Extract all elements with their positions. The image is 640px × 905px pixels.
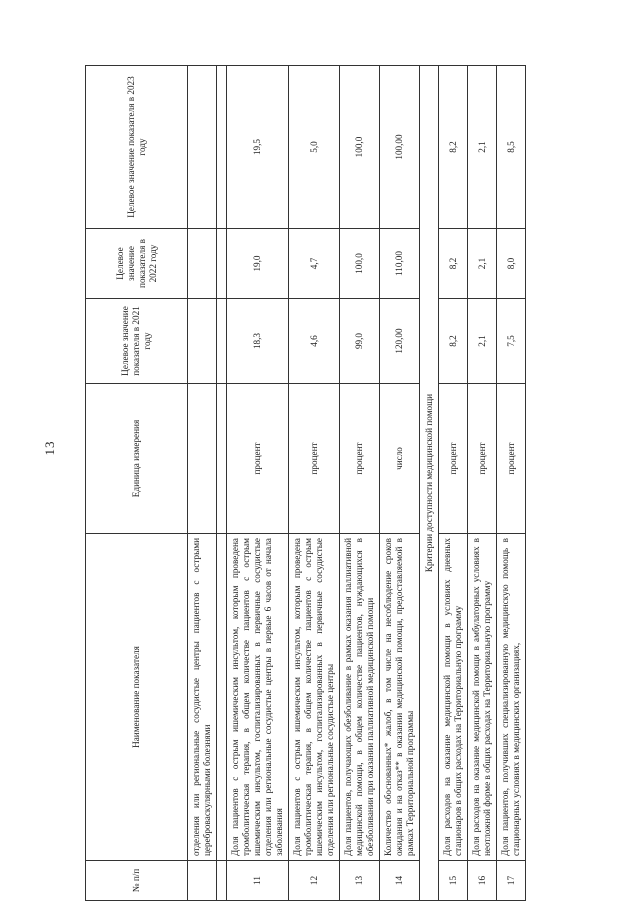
table-row bbox=[340, 66, 380, 901]
row-unit: процент bbox=[439, 384, 468, 534]
table-row bbox=[227, 66, 289, 901]
row-name: Доля пациентов с острым ишемическим инсультом, которым проведена тромболитическая терапия, в общем количестве пациентов с острым ишемическим инсультом, госпитализированных в первичные сосудистые отделения или региональные сосудистые центры в первые 6 часов от начала заболевания bbox=[227, 534, 289, 861]
header-row bbox=[86, 66, 188, 901]
row-value-2022: 2,1 bbox=[468, 229, 497, 299]
table-row bbox=[497, 66, 526, 901]
row-value-2022: 8,0 bbox=[497, 229, 526, 299]
indicators-table bbox=[85, 65, 526, 901]
header-target-2021: Целевое значение показателя в 2021 году bbox=[86, 299, 188, 384]
row-value-2023: 8,2 bbox=[439, 66, 468, 229]
separator-row bbox=[217, 66, 227, 901]
row-value-2023: 100,0 bbox=[340, 66, 380, 229]
row-value-2022: 110,00 bbox=[380, 229, 420, 299]
continued-text: отделения или региональные сосудистые центры пациентов с острыми цереброваскулярными болезнями bbox=[188, 534, 217, 861]
row-value-2023: 100,00 bbox=[380, 66, 420, 229]
row-value-2021: 99,0 bbox=[340, 299, 380, 384]
row-value-2021: 2,1 bbox=[468, 299, 497, 384]
row-name: Доля пациентов, получающих обезболивание в рамках оказания паллиативной медицинской помощи, в общем количестве пациентов, нуждающихся в обезболивании при оказании паллиативной медицинской помощи bbox=[340, 534, 380, 861]
table-row-continued bbox=[188, 66, 217, 901]
row-value-2021: 120,00 bbox=[380, 299, 420, 384]
row-unit: процент bbox=[227, 384, 289, 534]
rotated-table-container bbox=[85, 66, 612, 901]
row-name: Доля расходов на оказание медицинской помощи в амбулаторных условиях в неотложной форме в общих расходах на Территориальную программу bbox=[468, 534, 497, 861]
section-row bbox=[420, 66, 439, 901]
row-value-2021: 7,5 bbox=[497, 299, 526, 384]
row-value-2023: 19,5 bbox=[227, 66, 289, 229]
table-row bbox=[439, 66, 468, 901]
row-unit: процент bbox=[468, 384, 497, 534]
row-unit: процент bbox=[497, 384, 526, 534]
row-name: Доля пациентов с острым ишемическим инсультом, которым проведена тромболитическая терапия, в общем количестве пациентов с острым ишемическим инсультом, госпитализированных в первичные сосудистые отделения или региональные сосудистые центры bbox=[289, 534, 340, 861]
header-name: Наименование показателя bbox=[86, 534, 188, 861]
table-row bbox=[380, 66, 420, 901]
header-target-2023: Целевое значение показателя в 2023 году bbox=[86, 66, 188, 229]
row-value-2022: 100,0 bbox=[340, 229, 380, 299]
row-unit: число bbox=[380, 384, 420, 534]
table-row bbox=[289, 66, 340, 901]
header-num: № п/п bbox=[86, 861, 188, 901]
row-value-2023: 8,5 bbox=[497, 66, 526, 229]
row-value-2021: 4,6 bbox=[289, 299, 340, 384]
header-target-2022: Целевое значение показателя в 2022 году bbox=[86, 229, 188, 299]
row-value-2022: 19,0 bbox=[227, 229, 289, 299]
row-num: 17 bbox=[497, 861, 526, 901]
row-value-2021: 8,2 bbox=[439, 299, 468, 384]
row-name: Количество обоснованных* жалоб, в том числе на несоблюдение сроков ожидания и на отказ** в оказании медицинской помощи, предоставляемой в рамках Территориальной программы bbox=[380, 534, 420, 861]
row-value-2022: 8,2 bbox=[439, 229, 468, 299]
row-num: 12 bbox=[289, 861, 340, 901]
row-value-2021: 18,3 bbox=[227, 299, 289, 384]
row-name: Доля пациентов, получивших специализированную медицинскую помощь в стационарных условиях в медицинских организациях, bbox=[497, 534, 526, 861]
row-unit: процент bbox=[289, 384, 340, 534]
row-num: 13 bbox=[340, 861, 380, 901]
table-row bbox=[468, 66, 497, 901]
header-unit: Единица измерения bbox=[86, 384, 188, 534]
section-title: Критерии доступности медицинской помощи bbox=[420, 66, 439, 901]
row-num: 14 bbox=[380, 861, 420, 901]
row-num: 15 bbox=[439, 861, 468, 901]
row-unit: процент bbox=[340, 384, 380, 534]
row-num: 11 bbox=[227, 861, 289, 901]
row-value-2023: 5,0 bbox=[289, 66, 340, 229]
page-number: 13 bbox=[42, 440, 57, 456]
row-value-2022: 4,7 bbox=[289, 229, 340, 299]
row-num: 16 bbox=[468, 861, 497, 901]
row-name: Доля расходов на оказание медицинской помощи в условиях дневных стационаров в общих расходах на Территориальную программу bbox=[439, 534, 468, 861]
row-value-2023: 2,1 bbox=[468, 66, 497, 229]
